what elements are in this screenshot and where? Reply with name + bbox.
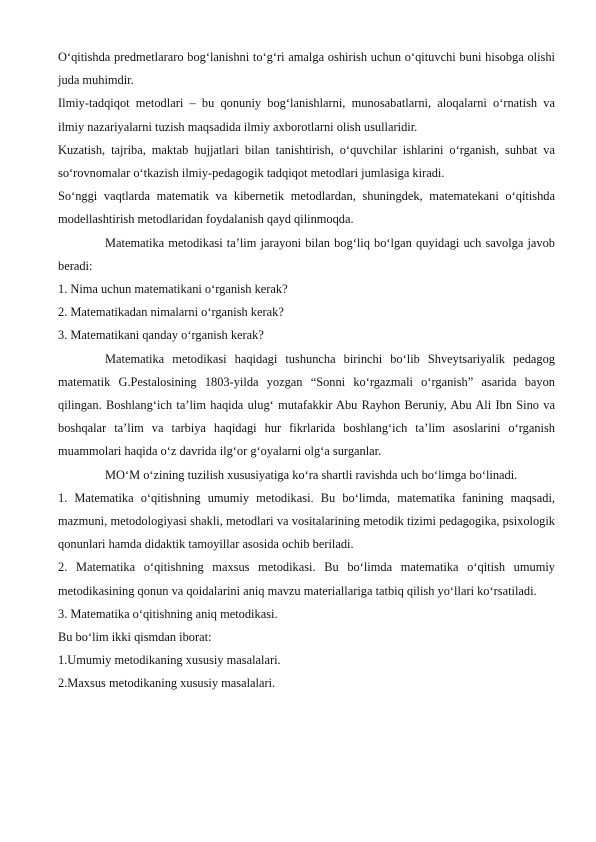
list-item-part-1: 1.Umumiy metodikaning xususiy masalalari. <box>58 653 281 668</box>
document-body <box>58 46 555 696</box>
list-item-part-2: 2.Maxsus metodikaning xususiy masalalari. <box>58 676 276 691</box>
paragraph-history: Matematika metodikasi haqidagi tushuncha birinchi bo‘lib Shveytsariyalik pedagog matematik G.Pestalosining 1803-yilda yozgan “Sonni ko‘rgazmali o‘rganish” asarida bayon qilingan. Boshlang‘ich ta’lim haqida ulug‘ mutafakkir Abu Rayhon Beruniy, Abu Ali Ibn Sino va boshqalar ta’lim va tarbiya haqidagi hur fikrlarida boshlang‘ich ta’lim asoslarini o‘rganish muammolari haqida o‘z davrida ilg‘or g‘oyalarni olg‘a surganlar. <box>58 351 555 459</box>
paragraph-research-methods-list: Kuzatish, tajriba, maktab hujjatlari bilan tanishtirish, o‘quvchilar ishlarini o‘rganish, suhbat va so‘rovnomalar o‘tkazish ilmiy-pedagogik tadqiqot metodlari jumlasiga kiradi. <box>58 142 555 181</box>
list-item-general-methodology: 1. Matematika o‘qitishning umumiy metodikasi. Bu bo‘limda, matematika fanining maqsadi, mazmuni, metodologiyasi shakli, metodlari va vositalarining metodik tizimi pedagogika, psixologik qonunlari hamda didaktik tamoyillar asosida ochib beriladi. <box>58 490 555 552</box>
list-item-question-3: 3. Matematikani qanday o‘rganish kerak? <box>58 328 264 343</box>
list-item-specific-methodology: 3. Matematika o‘qitishning aniq metodikasi. <box>58 606 278 621</box>
list-item-special-methodology: 2. Matematika o‘qitishning maxsus metodikasi. Bu bo‘limda matematika o‘qitish umumiy metodikasining qonun va qoidalarini aniq mavzu materiallariga tatbiq qilish yo‘llari ko‘rsatiladi. <box>58 560 555 598</box>
list-item-question-2: 2. Matematikadan nimalarni o‘rganish kerak? <box>58 305 284 320</box>
paragraph-three-questions-intro: Matematika metodikasi ta’lim jarayoni bilan bog‘liq bo‘lgan quyidagi uch savolga javob beradi: <box>58 235 555 273</box>
paragraph-three-sections: MO‘M o‘zining tuzilish xususiyatiga ko‘ra shartli ravishda uch bo‘limga bo‘linadi. <box>105 467 518 482</box>
paragraph-research-methods-definition: Ilmiy-tadqiqot metodlari – bu qonuniy bog‘lanishlarni, munosabatlarni, aloqalarni o‘rnatish va ilmiy nazariyalarni tuzish maqsadida ilmiy axborotlarni olish usullaridir. <box>58 96 555 134</box>
paragraph-interdisciplinary: O‘qitishda predmetlararo bog‘lanishni to‘g‘ri amalga oshirish uchun o‘qituvchi buni hisobga olishi juda muhimdir. <box>58 50 555 88</box>
paragraph-two-parts: Bu bo‘lim ikki qismdan iborat: <box>58 630 212 645</box>
paragraph-modelling-methods: So‘nggi vaqtlarda matematik va kibernetik metodlardan, shuningdek, matematekani o‘qitishda modellashtirish metodlaridan foydalanish qayd qilinmoqda. <box>58 189 555 227</box>
list-item-question-1: 1. Nima uchun matematikani o‘rganish kerak? <box>58 282 288 297</box>
